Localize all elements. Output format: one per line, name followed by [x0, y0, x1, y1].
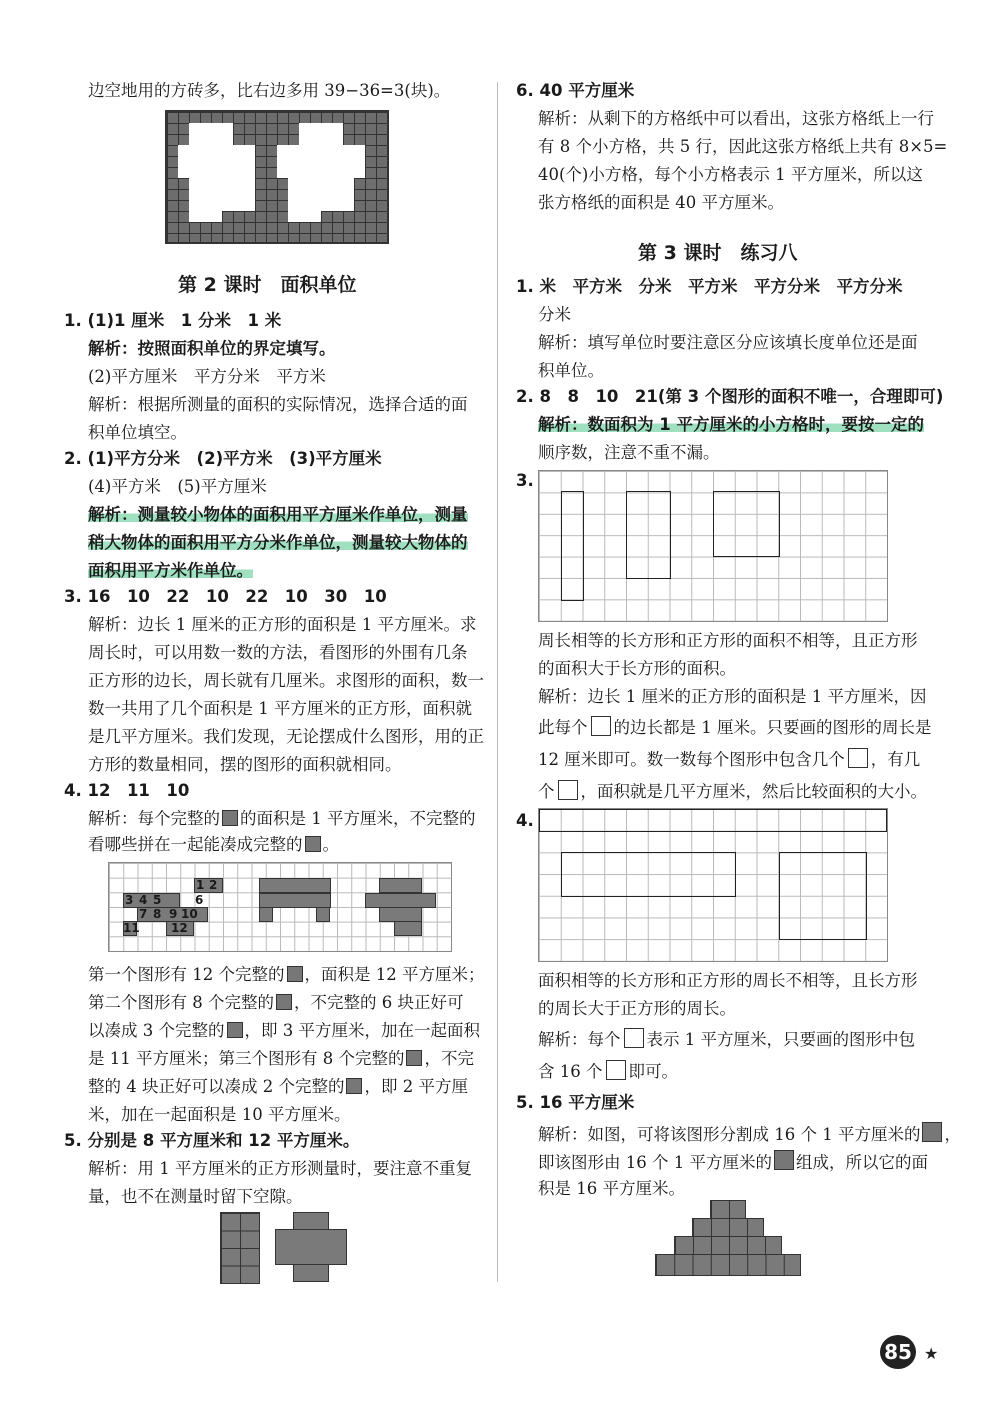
- q4-text-1: 第一个图形有 12 个完整的 ，面积是 12 平方厘米；: [88, 965, 485, 984]
- r4-analysis-2: 含 16 个 即可。: [538, 1062, 678, 1081]
- r3-text-2: 的面积大于长方形的面积。: [538, 659, 736, 678]
- fig-num: 8: [153, 907, 162, 921]
- gray-square-icon: [406, 1050, 422, 1066]
- r2-analysis-1: 解析：数面积为 1 平方厘米的小方格时，要按一定的: [538, 415, 924, 434]
- r3-text-1: 周长相等的长方形和正方形的面积不相等，且正方形: [538, 631, 918, 650]
- fig-num: 1: [196, 878, 205, 892]
- fig-num: 5: [153, 893, 162, 907]
- r3: 3.: [516, 471, 534, 490]
- fig-num: 12: [171, 921, 188, 935]
- r4-grid-figure: [538, 808, 888, 962]
- fig-num: 7: [139, 907, 148, 921]
- gray-square-icon: [305, 836, 321, 852]
- q6-analysis-2: 有 8 个小方格，共 5 行，因此这张方格纸上共有 8×5=: [538, 137, 948, 156]
- lesson-3-title: 第 3 课时 练习八: [638, 242, 798, 264]
- q5: 5. 分别是 8 平方厘米和 12 平方厘米。: [64, 1131, 360, 1150]
- q5-analysis-2: 量，也不在测量时留下空隙。: [88, 1187, 303, 1206]
- q2b: (4)平方米 (5)平方厘米: [88, 477, 267, 496]
- r2-analysis-2: 顺序数，注意不重不漏。: [538, 443, 720, 462]
- q4-analysis-1: 解析：每个完整的 的面积是 1 平方厘米，不完整的: [88, 809, 476, 828]
- q1b: (2)平方厘米 平方分米 平方米: [88, 367, 326, 386]
- q3-analysis-2: 周长时，可以用数一数的方法，看图形的外围有几条: [88, 643, 468, 662]
- q6-analysis-3: 40(个)小方格，每个小方格表示 1 平方厘米，所以这: [538, 165, 923, 184]
- r4-text-1: 面积相等的长方形和正方形的周长不相等，且长方形: [538, 971, 918, 990]
- gray-square-icon: [227, 1022, 243, 1038]
- fig-num: 3: [125, 893, 134, 907]
- q6-analysis-4: 张方格纸的面积是 40 平方厘米。: [538, 193, 784, 212]
- square-icon: [591, 716, 611, 736]
- fig-num: 2: [209, 878, 218, 892]
- tile-figure: [165, 110, 389, 244]
- q3-analysis-6: 方形的数量相同，摆的图形的面积就相同。: [88, 755, 402, 774]
- q2a: 2. (1)平方分米 (2)平方米 (3)平方厘米: [64, 449, 382, 468]
- r5-analysis-1: 解析：如图，可将该图形分割成 16 个 1 平方厘米的 ，: [538, 1122, 961, 1146]
- square-icon: [848, 748, 868, 768]
- q6: 6. 40 平方厘米: [516, 81, 635, 100]
- star-icon: ★: [924, 1344, 939, 1363]
- gray-square-icon: [774, 1150, 794, 1170]
- lesson-2-title: 第 2 课时 面积单位: [178, 274, 357, 296]
- gray-square-icon: [222, 810, 238, 826]
- q4-text-2: 第二个图形有 8 个完整的 ，不完整的 6 块正好可: [88, 993, 464, 1012]
- q2-analysis-3: 面积用平方米作单位。: [88, 561, 253, 580]
- q3-analysis-3: 正方形的边长，周长就有几厘米。求图形的面积，数一: [88, 671, 484, 690]
- q4-text-4: 是 11 平方厘米；第三个图形有 8 个完整的 ，不完: [88, 1049, 474, 1068]
- fig-num: 9: [169, 907, 178, 921]
- q3-analysis-4: 数一共用了几个面积是 1 平方厘米的正方形，面积就: [88, 699, 472, 718]
- r1a: 1. 米 平方米 分米 平方米 平方分米 平方分米: [516, 277, 903, 296]
- q4-text-5: 整的 4 块正好可以凑成 2 个完整的 ，即 2 平方厘: [88, 1077, 468, 1096]
- r4-analysis-1: 解析：每个 表示 1 平方厘米，只要画的图形中包: [538, 1030, 915, 1049]
- fig-num: 4: [139, 893, 148, 907]
- q4-analysis-2: 看哪些拼在一起能凑成完整的 。: [88, 835, 339, 854]
- q4-grid-figure: [108, 862, 452, 952]
- r3-analysis-1: 解析：边长 1 厘米的正方形的面积是 1 平方厘米，因: [538, 687, 927, 706]
- q3-analysis-1: 解析：边长 1 厘米的正方形的面积是 1 平方厘米。求: [88, 615, 477, 634]
- q4: 4. 12 11 10: [64, 781, 190, 800]
- q1a: 1. (1)1 厘米 1 分米 1 米: [64, 311, 282, 330]
- r2: 2. 8 8 10 21(第 3 个图形的面积不唯一，合理即可): [516, 387, 944, 406]
- text-line: 边空地用的方砖多，比右边多用 39−36=3(块)。: [88, 81, 451, 100]
- q1b-analysis-1: 解析：根据所测量的面积的实际情况，选择合适的面: [88, 395, 468, 414]
- r4: 4.: [516, 811, 534, 830]
- q2-analysis-2: 稍大物体的面积用平方分米作单位，测量较大物体的: [88, 533, 468, 552]
- r4-text-2: 的周长大于正方形的周长。: [538, 999, 736, 1018]
- square-icon: [558, 780, 578, 800]
- q5-shape-cross: [275, 1212, 347, 1282]
- q4-text-6: 米，加在一起面积是 10 平方厘米。: [88, 1105, 351, 1124]
- r5-stepped-figure: [655, 1200, 801, 1286]
- q5-shape-rect: [220, 1212, 260, 1284]
- r3-analysis-3: 12 厘米即可。数一数每个图形中包含几个 ，有几: [538, 750, 921, 769]
- r3-analysis-4: 个 ，面积就是几平方厘米，然后比较面积的大小。: [538, 782, 927, 801]
- q3: 3. 16 10 22 10 22 10 30 10: [64, 587, 387, 606]
- fig-num: 6: [195, 893, 204, 907]
- q6-analysis-1: 解析：从剩下的方格纸中可以看出，这张方格纸上一行: [538, 109, 934, 128]
- q2-analysis-1: 解析：测量较小物体的面积用平方厘米作单位，测量: [88, 505, 468, 524]
- fig-num: 10: [181, 907, 198, 921]
- q3-analysis-5: 是几平方厘米。我们发现，无论摆成什么图形，用的正: [88, 727, 484, 746]
- square-icon: [624, 1028, 644, 1048]
- fig-num: 11: [123, 921, 140, 935]
- r5-analysis-2: 即该图形由 16 个 1 平方厘米的 组成，所以它的面: [538, 1150, 928, 1174]
- q5-analysis-1: 解析：用 1 平方厘米的正方形测量时，要注意不重复: [88, 1159, 472, 1178]
- gray-square-icon: [346, 1078, 362, 1094]
- r5: 5. 16 平方厘米: [516, 1093, 635, 1112]
- r1-analysis-1: 解析：填写单位时要注意区分应该填长度单位还是面: [538, 333, 918, 352]
- gray-square-icon: [276, 994, 292, 1010]
- q4-text-3: 以凑成 3 个完整的 ，即 3 平方厘米，加在一起面积: [88, 1021, 480, 1040]
- r3-analysis-2: 此每个 的边长都是 1 厘米。只要画的图形的周长是: [538, 718, 932, 737]
- q1a-analysis: 解析：按照面积单位的界定填写。: [88, 339, 336, 358]
- q1b-analysis-2: 积单位填空。: [88, 423, 187, 442]
- r1b: 分米: [538, 305, 571, 324]
- r5-analysis-3: 积是 16 平方厘米。: [538, 1179, 685, 1198]
- column-divider: [497, 82, 498, 1282]
- square-icon: [606, 1060, 626, 1080]
- gray-square-icon: [922, 1122, 942, 1142]
- page-number: 85: [880, 1335, 916, 1369]
- gray-square-icon: [287, 966, 303, 982]
- r3-grid-figure: [538, 470, 888, 622]
- r1-analysis-2: 积单位。: [538, 361, 604, 380]
